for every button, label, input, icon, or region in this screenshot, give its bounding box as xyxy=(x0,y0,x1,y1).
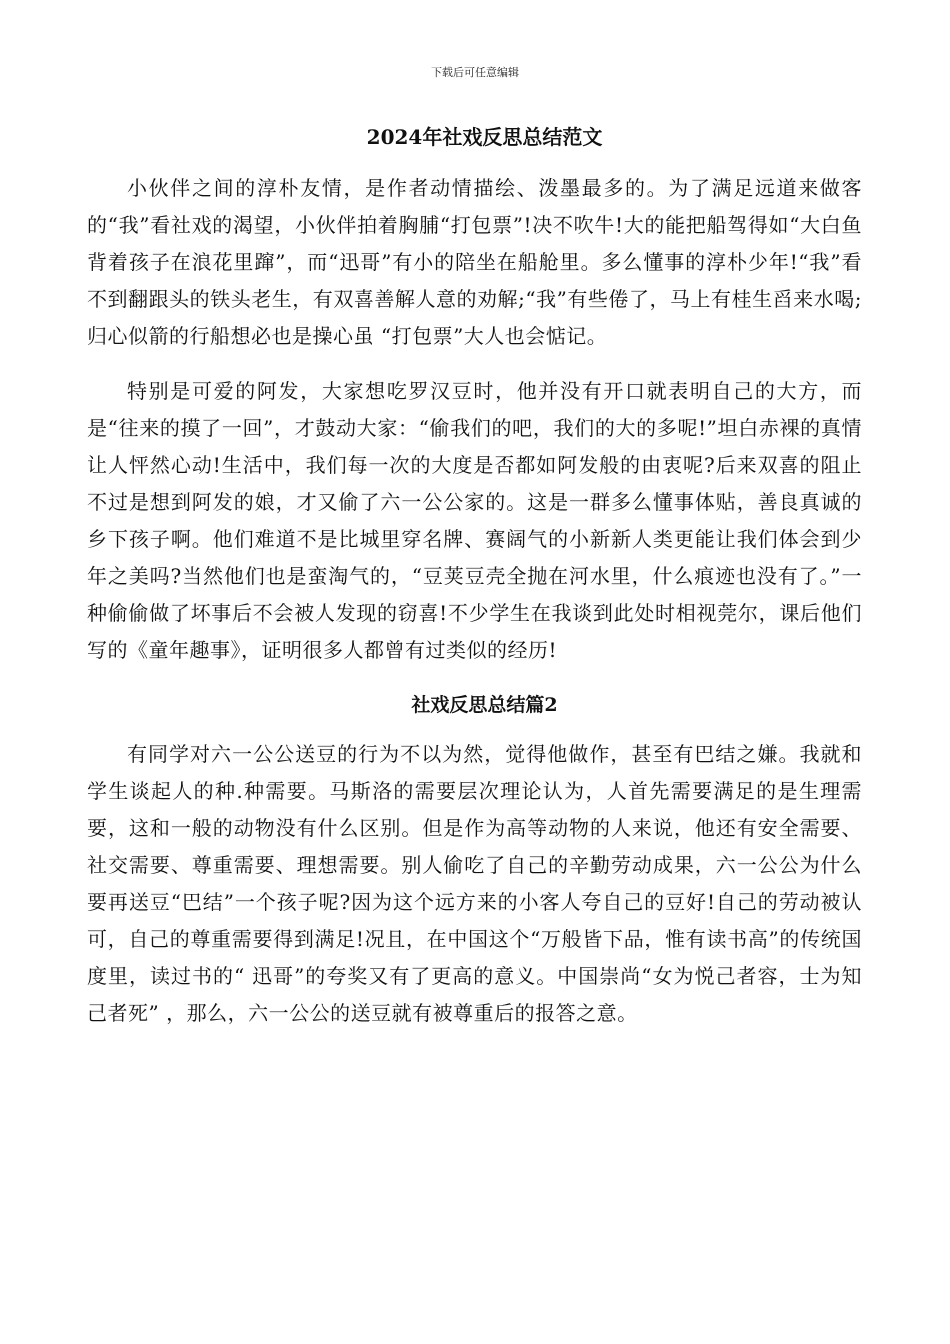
document-body xyxy=(87,118,862,1032)
section-2-paragraph-1: 有同学对六一公公送豆的行为不以为然，觉得他做作，甚至有巴结之嫌。我就和学生谈起人的种.种需要。马斯洛的需要层次理论认为，人首先需要满足的是生理需要，这和一般的动物没有什么区别。但是作为高等动物的人来说，他还有安全需要、社交需要、尊重需要、理想需要。别人偷吃了自己的辛勤劳动成果，六一公公为什么要再送豆“巴结”一个孩子呢?因为这个远方来的小客人夸自己的豆好!自己的劳动被认可，自己的尊重需要得到满足!况且，在中国这个“万般皆下品，惟有读书高”的传统国度里，读过书的“ 迅哥”的夸奖又有了更高的意义。中国崇尚“女为悦己者容，士为知己者死” ，那么，六一公公的送豆就有被尊重后的报答之意。 xyxy=(87,742,862,1025)
spacer xyxy=(87,724,862,736)
document-title: 2024年社戏反思总结范文 xyxy=(366,125,603,149)
paragraph-1: 小伙伴之间的淳朴友情，是作者动情描绘、泼墨最多的。为了满足远道来做客的“我”看社戏的渴望，小伙伴拍着胸脯“打包票”!决不吹牛!大的能把船驾得如“大白鱼背着孩子在浪花里蹿”，而“迅哥”有小的陪坐在船舱里。多么懂事的淳朴少年!“我”看不到翻跟头的铁头老生，有双喜善解人意的劝解;“我”有些倦了，马上有桂生舀来水喝;归心似箭的行船想必也是操心虽 “打包票”大人也会惦记。 xyxy=(87,176,862,348)
spacer xyxy=(87,156,862,170)
header-note: 下载后可任意编辑 xyxy=(431,66,519,79)
spacer xyxy=(87,355,862,373)
spacer xyxy=(87,669,862,686)
section-2-title: 社戏反思总结篇2 xyxy=(411,694,558,716)
paragraph-2: 特别是可爱的阿发，大家想吃罗汉豆时，他并没有开口就表明自己的大方，而是“往来的摸了一回”，才鼓动大家：“偷我们的吧，我们的大的多呢!”坦白赤裸的真情让人怦然心动!生活中，我们每一次的大度是否都如阿发般的由衷呢?后来双喜的阻止不过是想到阿发的娘，才又偷了六一公公家的。这是一群多么懂事体贴，善良真诚的乡下孩子啊。他们难道不是比城里穿名牌、赛阔气的小新新人类更能让我们体会到少年之美吗?当然他们也是蛮淘气的，“豆荚豆壳全抛在河水里，什么痕迹也没有了。”一种偷偷做了坏事后不会被人发现的窃喜!不少学生在我谈到此处时相视莞尔，课后他们写的《童年趣事》，证明很多人都曾有过类似的经历! xyxy=(87,379,862,662)
